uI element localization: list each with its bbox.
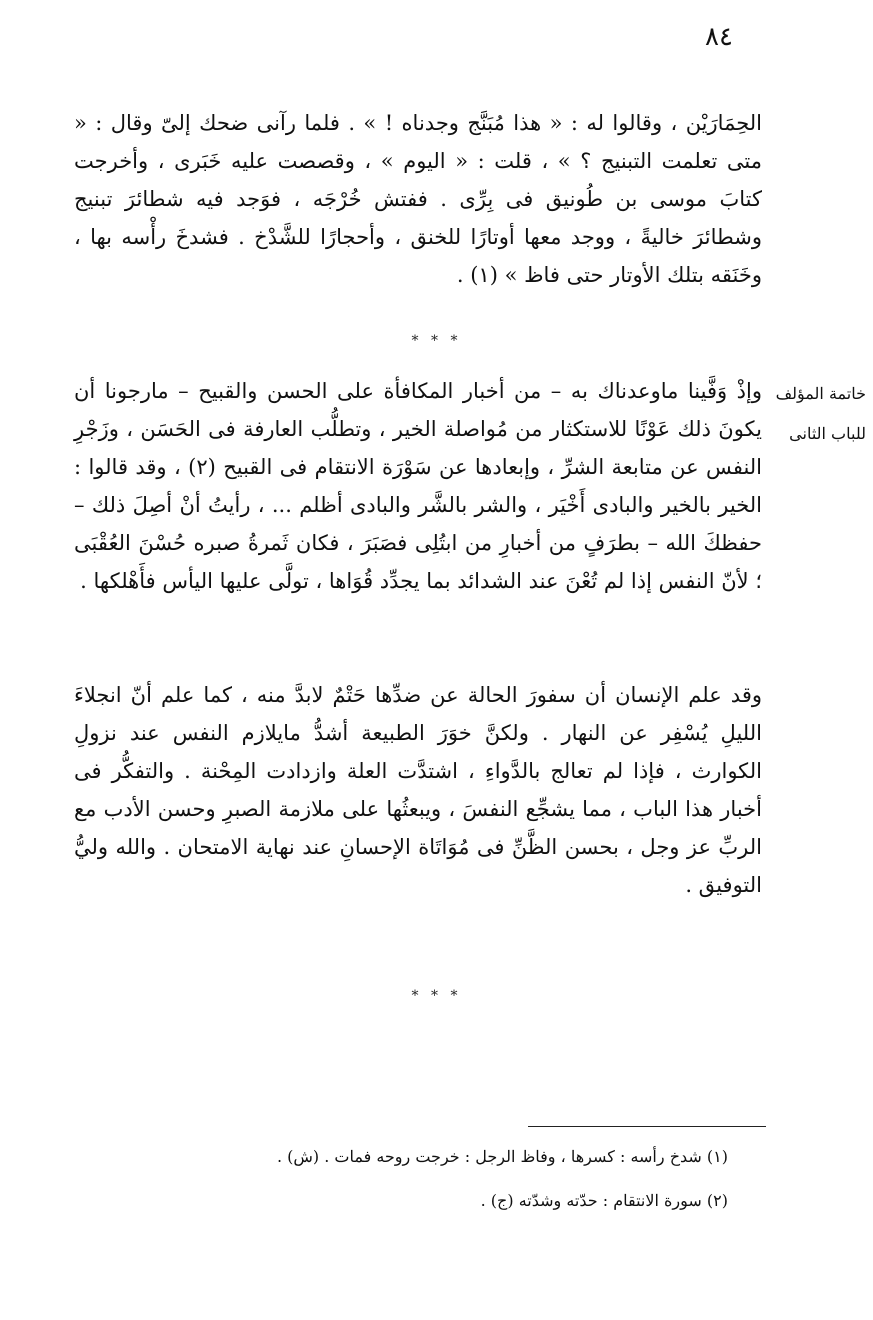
footnote-divider <box>528 1126 766 1127</box>
end-separator: * * * <box>411 988 462 1004</box>
page-number: ٨٤ <box>705 22 733 52</box>
paragraph-3: وقد علم الإنسان أن سفورَ الحالة عن ضدِّها حَتْمٌ لابدَّ منه ، كما علم أنّ انجلاءَ الليلِ يُسْفِر عن النهار . ولكنَّ خوَرَ الطبيعة أشدُّ مايلازم النفس عند نزولِ الكوارث ، فإذا لم تعالج بالدَّواءِ ، اشتدَّت العلة وازدادت المِحْنة . والتفكُّر فى أخبار هذا الباب ، مما يشجِّع النفسَ ، ويبعثُها على ملازمة الصبرِ وحسن الأدب مع الربِّ عز وجل ، بحسن الظَّنِّ فى مُوَاتَاة الإحسانِ عند نهاية الامتحان . والله وليُّ التوفيق . <box>74 683 762 897</box>
paragraph-2: وإذْ وَفَّينا ماوعدناك به – من أخبار المكافأة على الحسن والقبيح – مارجونا أن يكونَ ذلك عَوْنًا للاستكثار من مُواصلة الخير ، وتطلُّب العارفة فى الحَسَن ، وزَجْرِ النفس عن متابعة الشرِّ ، وإبعادها عن سَوْرَة الانتقام فى القبيح (٢) ، وقد قالوا : الخير بالخير والبادى أَخْيَر ، والشر بالشَّر والبادى أظلم ... ، رأيتُ أنْ أصِلَ ذلك – حفظكَ الله – بطرَفٍ من أخبارِ من ابتُلِى فصَبَرَ ، فكان ثَمرةُ صبره حُسْنَ العُقْبَى ؛ لأنّ النفس إذا لم تُعْنَ عند الشدائد بما يجدِّد قُوَاها ، تولَّى عليها اليأس فأَهْلكها . <box>74 379 763 593</box>
footnote-2: (٢) سورة الانتقام : حدّته وشدّته (ج) . <box>480 1191 728 1210</box>
margin-note: خاتمة المؤلف للباب الثانى <box>775 384 866 443</box>
paragraph-1: الحِمَارَيْن ، وقالوا له : « هذا مُبَنَّج وجدناه ! » . فلما رآنى ضحك إلىّ وقال : « متى تعلمت التبنيج ؟ » ، قلت : « اليوم » ، وقصصت عليه خَبَرى ، وأخرجت كتابَ موسى بن طُونيق فى بِرِّى . ففتش خُرْجَه ، فوَجد فيه شطائرَ تبنيج وشطائرَ خاليةً ، ووجد معها أوتارًا للخنق ، وأحجارًا للشَّدْخ . فشدخَ رأْسه بها ، وخَنَقه بتلك الأوتار حتى فاظ » (١) . <box>74 111 762 287</box>
section-separator: * * * <box>411 333 462 349</box>
footnote-1: (١) شدخ رأسه : كسرها ، وفاظ الرجل : خرجت روحه فمات . (ش) . <box>276 1147 728 1166</box>
